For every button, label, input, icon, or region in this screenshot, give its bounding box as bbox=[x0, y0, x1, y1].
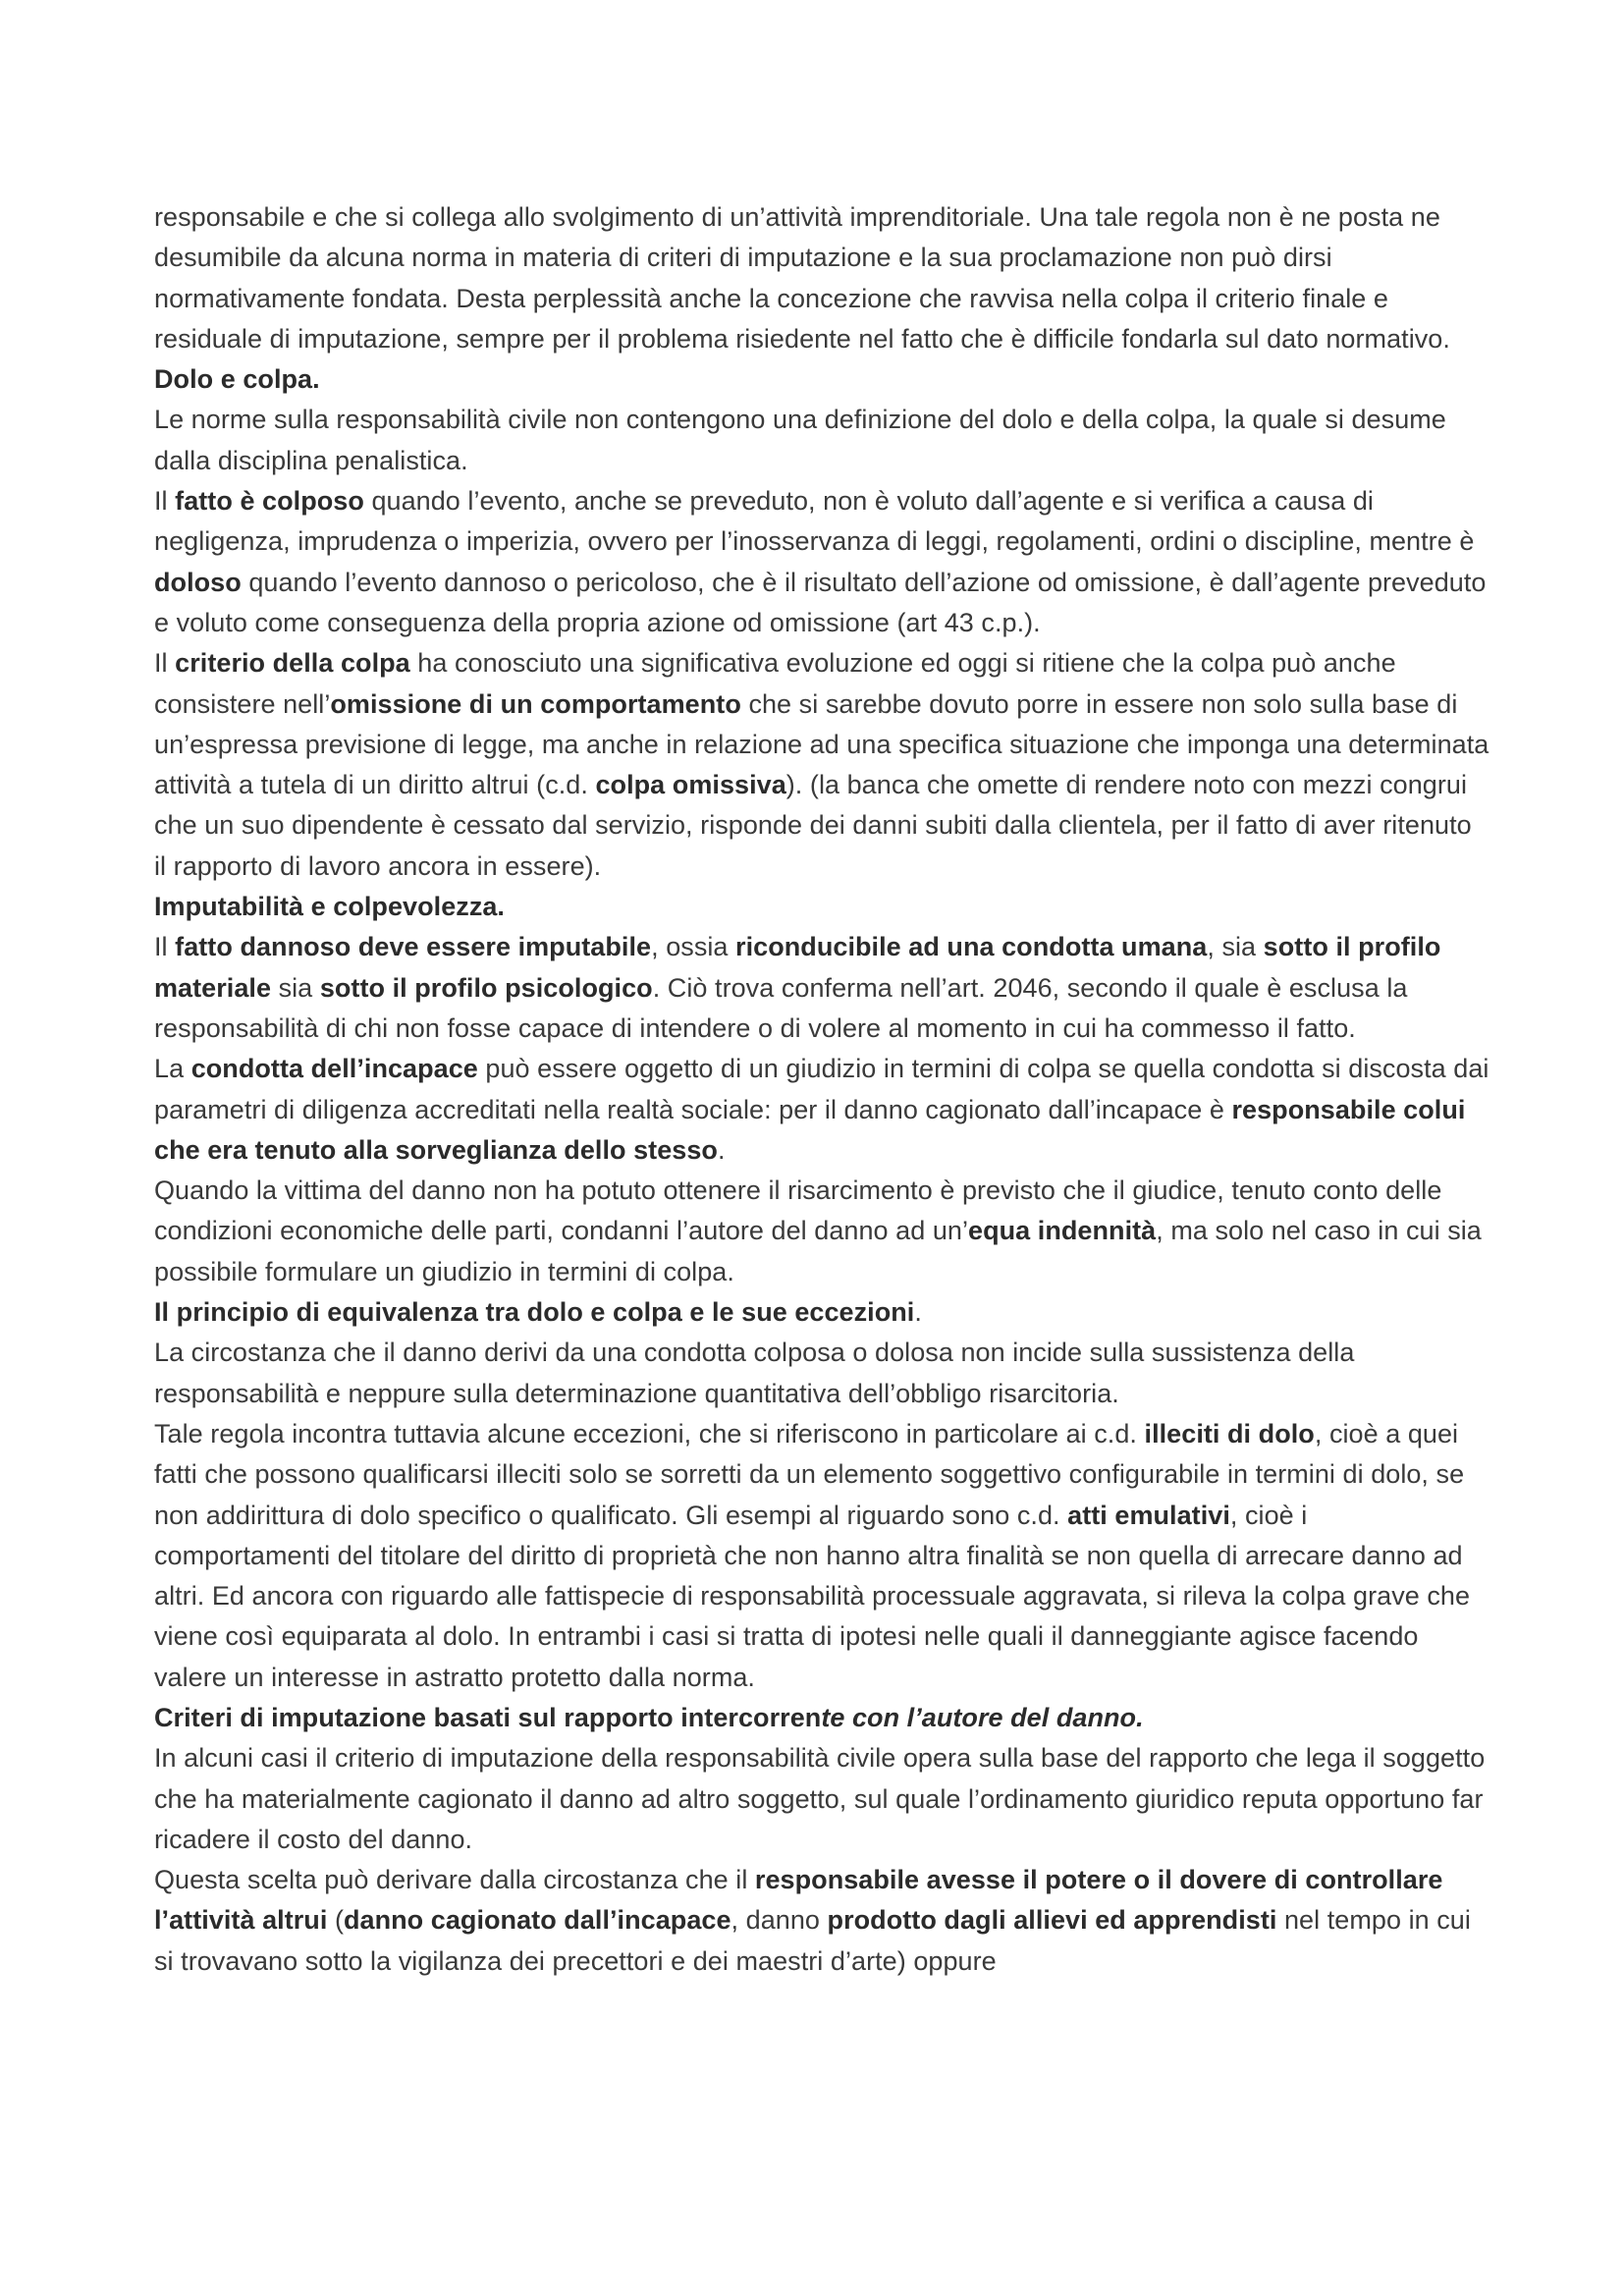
paragraph: La circostanza che il danno derivi da una condotta colposa o dolosa non incide sulla sussistenza della responsabilità e neppure sulla determinazione quantitativa dell’obbligo risarcitoria. bbox=[154, 1338, 1355, 1408]
paragraph: In alcuni casi il criterio di imputazione della responsabilità civile opera sulla base del rapporto che lega il soggetto che ha materialmente cagionato il danno ad altro soggetto, sul quale l’ordinamento giuridico reputa opportuno far ricadere il costo del danno. bbox=[154, 1743, 1486, 1854]
paragraph: Il fatto è colposo quando l’evento, anche se preveduto, non è voluto dall’agente e si verifica a causa di negligenza, imprudenza o imperizia, ovvero per l’inosservanza di leggi, regolamenti, ordini o discipline, mentre è doloso quando l’evento dannoso o pericoloso, che è il risultato dell’azione od omissione, è dall’agente preveduto e voluto come conseguenza della propria azione od omissione (art 43 c.p.). bbox=[154, 486, 1487, 637]
paragraph: La condotta dell’incapace può essere oggetto di un giudizio in termini di colpa se quella condotta si discosta dai parametri di diligenza accreditati nella realtà sociale: per il danno cagionato dall’incapace è responsabile colui che era tenuto alla sorveglianza dello stesso. bbox=[154, 1054, 1489, 1165]
section-heading: Il principio di equivalenza tra dolo e colpa e le sue eccezioni. bbox=[154, 1297, 922, 1328]
paragraph: Quando la vittima del danno non ha potuto ottenere il risarcimento è previsto che il giudice, tenuto conto delle condizioni economiche delle parti, condanni l’autore del danno ad un’equa indennità, ma solo nel caso in cui sia possibile formulare un giudizio in termini di colpa. bbox=[154, 1175, 1482, 1286]
document-page bbox=[154, 197, 1489, 1982]
paragraph: Questa scelta può derivare dalla circostanza che il responsabile avesse il potere o il dovere di controllare l’attività altrui (danno cagionato dall’incapace, danno prodotto dagli allievi ed apprendisti nel tempo in cui si trovavano sotto la vigilanza dei precettori e dei maestri d’arte) oppure bbox=[154, 1865, 1471, 1976]
paragraph: Tale regola incontra tuttavia alcune eccezioni, che si riferiscono in particolare ai c.d. illeciti di dolo, cioè a quei fatti che possono qualificarsi illeciti solo se sorretti da un elemento soggettivo configurabile in termini di dolo, se non addirittura di dolo specifico o qualificato. Gli esempi al riguardo sono c.d. atti emulativi, cioè i comportamenti del titolare del diritto di proprietà che non hanno altra finalità se non quella di arrecare danno ad altri. Ed ancora con riguardo alle fattispecie di responsabilità processuale aggravata, si rileva la colpa grave che viene così equiparata al dolo. In entrambi i casi si tratta di ipotesi nelle quali il danneggiante agisce facendo valere un interesse in astratto protetto dalla norma. bbox=[154, 1418, 1471, 1692]
paragraph: Il criterio della colpa ha conosciuto una significativa evoluzione ed oggi si ritiene che la colpa può anche consistere nell’omissione di un comportamento che si sarebbe dovuto porre in essere non solo sulla base di un’espressa previsione di legge, ma anche in relazione ad una specifica situazione che imponga una determinata attività a tutela di un diritto altrui (c.d. colpa omissiva). (la banca che omette di rendere noto con mezzi congrui che un suo dipendente è cessato dal servizio, risponde dei danni subiti dalla clientela, per il fatto di aver ritenuto il rapporto di lavoro ancora in essere). bbox=[154, 648, 1489, 881]
paragraph: Le norme sulla responsabilità civile non contengono una definizione del dolo e della colpa, la quale si desume dalla disciplina penalistica. bbox=[154, 405, 1446, 475]
paragraph: responsabile e che si collega allo svolgimento di un’attività imprenditoriale. Una tale regola non è ne posta ne desumibile da alcuna norma in materia di criteri di imputazione e la sua proclamazione non può dirsi normativamente fondata. Desta perplessità anche la concezione che ravvisa nella colpa il criterio finale e residuale di imputazione, sempre per il problema risiedente nel fatto che è difficile fondarla sul dato normativo. bbox=[154, 202, 1450, 354]
section-heading: Dolo e colpa. bbox=[154, 364, 320, 395]
paragraph: Il fatto dannoso deve essere imputabile, ossia riconducibile ad una condotta umana, sia sotto il profilo materiale sia sotto il profilo psicologico. Ciò trova conferma nell’art. 2046, secondo il quale è esclusa la responsabilità di chi non fosse capace di intendere o di volere al momento in cui ha commesso il fatto. bbox=[154, 932, 1441, 1043]
section-heading: Imputabilità e colpevolezza. bbox=[154, 892, 505, 922]
section-heading: Criteri di imputazione basati sul rapporto intercorrente con l’autore del danno. bbox=[154, 1702, 1144, 1732]
